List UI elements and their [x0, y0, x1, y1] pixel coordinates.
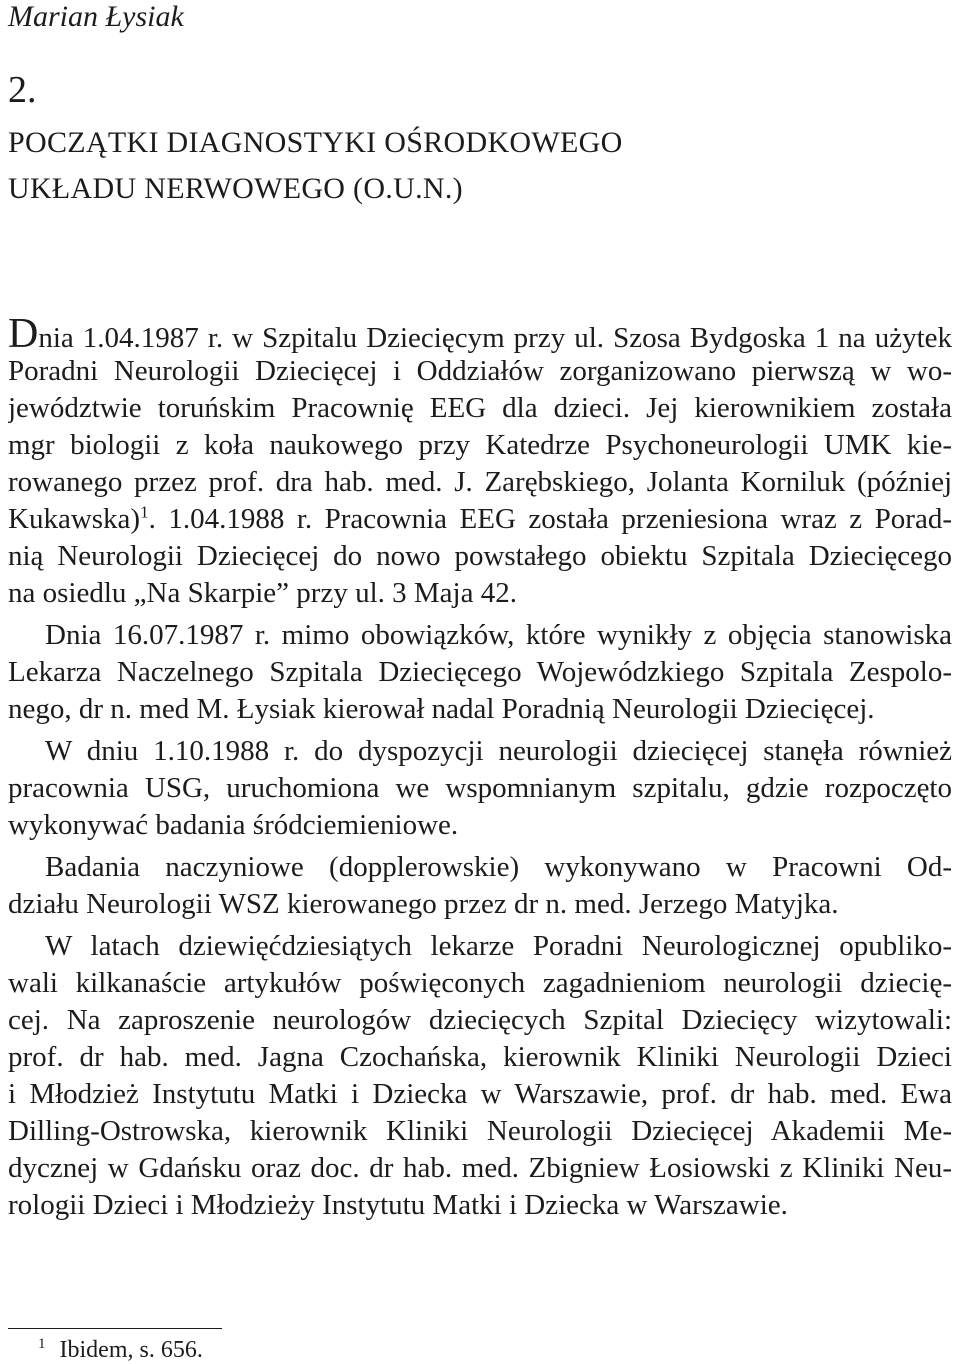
text-line-content: nia 1.04.1987 r. w Szpitalu Dziecięcym przy ul. Szosa Bydgoska 1 na użytek — [38, 322, 952, 354]
text-line: pracownia USG, uruchomiona we wspomnianym szpitalu, gdzie rozpoczęto — [8, 772, 952, 804]
text-line: wali kilkanaście artykułów poświęconych zagadnieniom neurologii dziecię- — [8, 967, 952, 999]
text-line: prof. dr hab. med. Jagna Czochańska, kierownik Kliniki Neurologii Dzieci — [8, 1041, 952, 1073]
text-segment: Kukawska) — [8, 503, 141, 535]
footnote-text: Ibidem, s. 656. — [59, 1337, 203, 1363]
text-line: cej. Na zaproszenie neurologów dziecięcych Szpital Dziecięcy wizytowali: — [8, 1004, 952, 1036]
chapter-title — [8, 120, 908, 212]
text-line: działu Neurologii WSZ kierowanego przez dr n. med. Jerzego Matyjka. — [8, 888, 839, 920]
text-line: Dilling-Ostrowska, kierownik Kliniki Neurologii Dziecięcej Akademii Me- — [8, 1115, 952, 1147]
text-line: i Młodzież Instytutu Matki i Dziecka w Warszawie, prof. dr hab. med. Ewa — [8, 1078, 952, 1110]
text-line: dycznej w Gdańsku oraz doc. dr hab. med. Zbigniew Łosiowski z Kliniki Neu- — [8, 1152, 952, 1184]
text-line: W latach dziewięćdziesiątych lekarze Poradni Neurologicznej opubliko- — [45, 930, 952, 962]
text-line: Badania naczyniowe (dopplerowskie) wykonywano w Pracowni Od- — [45, 851, 952, 883]
footnote — [38, 1336, 203, 1364]
text-line: rowanego przez prof. dra hab. med. J. Zarębskiego, Jolanta Korniluk (później — [8, 466, 952, 498]
text-segment: . 1.04.1988 r. Pracownia EEG została przeniesiona wraz z Porad- — [148, 503, 952, 535]
footnote-rule — [8, 1328, 222, 1329]
chapter-title-line-2: UKŁADU NERWOWEGO (O.U.N.) — [8, 172, 463, 205]
text-line: jewództwie toruńskim Pracownię EEG dla dzieci. Jej kierownikiem została — [8, 392, 952, 424]
text-line: Dnia 16.07.1987 r. mimo obowiązków, które wynikły z objęcia stanowiska — [45, 619, 952, 651]
text-line: nego, dr n. med M. Łysiak kierował nadal Poradnią Neurologii Dziecięcej. — [8, 693, 875, 725]
drop-cap: D — [8, 314, 39, 354]
author-header: Marian Łysiak — [8, 0, 184, 33]
text-line — [8, 499, 952, 539]
text-line: na osiedlu „Na Skarpie” przy ul. 3 Maja 42. — [8, 577, 517, 609]
chapter-title-line-1: POCZĄTKI DIAGNOSTYKI OŚRODKOWEGO — [8, 126, 623, 159]
text-line: rologii Dzieci i Młodzieży Instytutu Matki i Dziecka w Warszawie. — [8, 1189, 788, 1221]
footnote-reference: 1 — [140, 502, 149, 522]
text-line — [8, 314, 952, 354]
text-line: nią Neurologii Dziecięcej do nowo powstałego obiektu Szpitala Dziecięcego — [8, 540, 952, 572]
chapter-number: 2. — [8, 69, 37, 111]
text-line: wykonywać badania śródciemieniowe. — [8, 809, 459, 841]
text-line: Lekarza Naczelnego Szpitala Dziecięcego Wojewódzkiego Szpitala Zespolo- — [8, 656, 952, 688]
footnote-number: 1 — [38, 1336, 46, 1352]
text-line: W dniu 1.10.1988 r. do dyspozycji neurologii dziecięcej stanęła również — [45, 735, 952, 767]
text-line: mgr biologii z koła naukowego przy Katedrze Psychoneurologii UMK kie- — [8, 429, 952, 461]
text-line: Poradni Neurologii Dziecięcej i Oddziałów zorganizowano pierwszą w wo- — [8, 355, 952, 387]
